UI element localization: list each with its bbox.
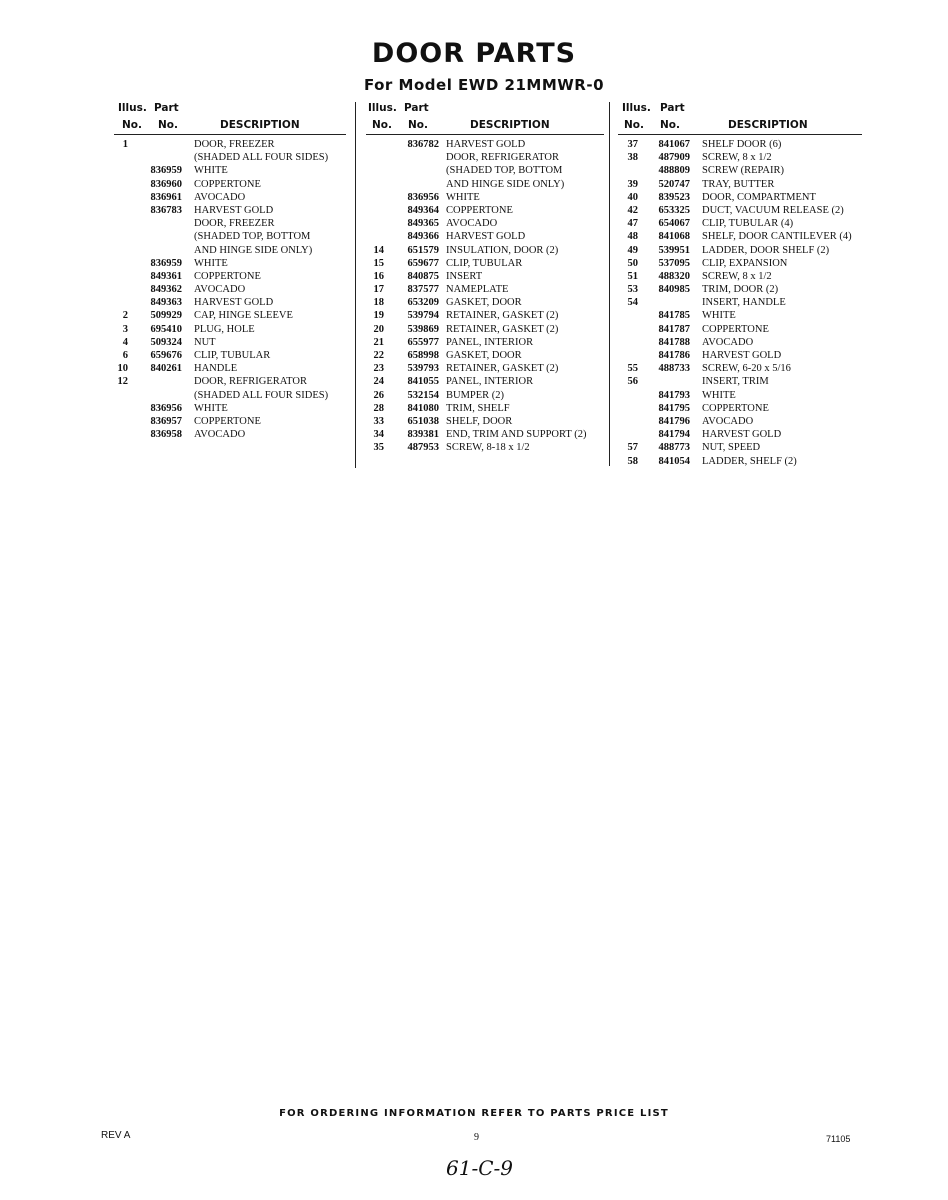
description-header: DESCRIPTION xyxy=(728,119,808,131)
parts-rows xyxy=(114,138,346,441)
part-description: INSULATION, DOOR (2) xyxy=(446,244,559,256)
model-subtitle: For Model EWD 21MMWR-0 xyxy=(363,76,605,94)
part-description: AVOCADO xyxy=(194,191,246,203)
table-row xyxy=(618,455,862,468)
illus-number: 48 xyxy=(627,231,638,243)
table-row xyxy=(618,441,862,454)
table-row xyxy=(366,375,604,388)
table-row xyxy=(114,164,346,177)
table-row xyxy=(366,151,604,164)
part-number: 487909 xyxy=(658,152,690,164)
part-number: 841787 xyxy=(658,323,690,335)
part-description: SCREW, 8 x 1/2 xyxy=(702,152,772,164)
table-row xyxy=(618,244,862,257)
table-row xyxy=(114,230,346,243)
table-row xyxy=(618,349,862,362)
part-number: 836958 xyxy=(150,429,182,441)
part-number: 487953 xyxy=(407,442,439,454)
part-description: SCREW, 8 x 1/2 xyxy=(702,270,772,282)
table-row xyxy=(114,336,346,349)
part-number: 849364 xyxy=(407,204,439,216)
parts-column-1 xyxy=(114,102,346,441)
table-row xyxy=(114,309,346,322)
part-description: WHITE xyxy=(446,191,480,203)
part-description: CLIP, EXPANSION xyxy=(702,257,788,269)
part-description: CLIP, TUBULAR xyxy=(194,350,271,361)
part-description: COPPERTONE xyxy=(446,204,513,216)
table-row xyxy=(114,257,346,270)
table-row xyxy=(366,270,604,283)
part-header: Part xyxy=(404,102,429,114)
part-number: 836960 xyxy=(150,178,182,190)
table-row xyxy=(618,217,862,230)
table-row xyxy=(114,389,346,402)
part-no-header: No. xyxy=(158,119,178,131)
table-row xyxy=(114,402,346,415)
part-header: Part xyxy=(154,102,179,114)
part-description: (SHADED TOP, BOTTOM xyxy=(446,165,563,177)
part-description: SCREW (REPAIR) xyxy=(702,165,784,177)
part-number: 539794 xyxy=(407,310,439,322)
part-description: CLIP, TUBULAR xyxy=(446,257,523,269)
table-row xyxy=(618,164,862,177)
table-row xyxy=(114,138,346,151)
part-description: WHITE xyxy=(194,402,228,414)
part-description: SHELF, DOOR CANTILEVER (4) xyxy=(702,231,852,243)
table-row xyxy=(618,283,862,296)
part-description: WHITE xyxy=(702,389,736,401)
table-row xyxy=(366,336,604,349)
illus-number: 57 xyxy=(627,442,638,454)
illus-number: 4 xyxy=(122,336,128,348)
column-header xyxy=(114,102,346,135)
part-number: 840261 xyxy=(150,363,182,375)
part-number: 849365 xyxy=(407,218,439,230)
part-number: 537095 xyxy=(658,257,690,269)
illus-no-header: No. xyxy=(372,119,392,131)
description-header: DESCRIPTION xyxy=(470,119,550,131)
part-number: 840875 xyxy=(407,270,439,282)
part-number: 837577 xyxy=(407,284,439,296)
part-number: 659677 xyxy=(407,257,439,269)
part-number: 651038 xyxy=(407,415,439,427)
illus-number: 23 xyxy=(373,363,384,375)
illus-number: 37 xyxy=(627,139,638,150)
illus-header: Illus. xyxy=(622,102,651,114)
table-row xyxy=(114,178,346,191)
table-row xyxy=(618,323,862,336)
table-row xyxy=(618,336,862,349)
table-row xyxy=(618,230,862,243)
part-description: GASKET, DOOR xyxy=(446,297,522,309)
illus-number: 35 xyxy=(373,442,384,454)
table-row xyxy=(366,402,604,415)
part-number: 532154 xyxy=(407,389,439,401)
illus-number: 58 xyxy=(627,455,638,467)
illus-number: 14 xyxy=(373,244,384,256)
part-description: LADDER, SHELF (2) xyxy=(702,455,797,467)
part-description: AVOCADO xyxy=(446,218,498,230)
table-row xyxy=(618,270,862,283)
table-row xyxy=(366,428,604,441)
part-description: AVOCADO xyxy=(194,429,246,441)
illus-header: Illus. xyxy=(118,102,147,114)
part-description: WHITE xyxy=(194,165,228,177)
column-header xyxy=(366,102,604,135)
table-row xyxy=(618,138,862,151)
table-row xyxy=(366,244,604,257)
table-row xyxy=(366,309,604,322)
part-number: 840985 xyxy=(658,284,690,296)
part-description: INSERT, TRIM xyxy=(702,376,769,388)
illus-number: 51 xyxy=(627,270,638,282)
table-row xyxy=(366,191,604,204)
part-description: (SHADED ALL FOUR SIDES) xyxy=(194,152,329,164)
part-description: HANDLE xyxy=(194,363,238,375)
part-number: 836959 xyxy=(150,257,182,269)
part-description: AND HINGE SIDE ONLY) xyxy=(446,178,565,190)
part-number: 849361 xyxy=(150,270,182,282)
part-description: COPPERTONE xyxy=(702,323,769,335)
illus-number: 22 xyxy=(373,350,384,361)
part-number: 695410 xyxy=(150,323,182,335)
part-number: 655977 xyxy=(407,336,439,348)
table-row xyxy=(114,362,346,375)
table-row xyxy=(618,428,862,441)
table-row xyxy=(114,244,346,257)
illus-number: 28 xyxy=(373,402,384,414)
table-row xyxy=(366,296,604,309)
illus-no-header: No. xyxy=(624,119,644,131)
part-number: 849363 xyxy=(150,297,182,309)
table-row xyxy=(618,362,862,375)
part-description: DOOR, REFRIGERATOR xyxy=(446,152,559,164)
part-description: SCREW, 8-18 x 1/2 xyxy=(446,442,530,454)
part-description: GASKET, DOOR xyxy=(446,350,522,361)
part-description: TRIM, SHELF xyxy=(446,402,510,414)
table-row xyxy=(366,283,604,296)
part-description: BUMPER (2) xyxy=(446,389,505,401)
part-description: (SHADED ALL FOUR SIDES) xyxy=(194,389,329,401)
part-number: 836783 xyxy=(150,204,182,216)
table-row xyxy=(366,164,604,177)
column-header xyxy=(618,102,862,135)
part-description: RETAINER, GASKET (2) xyxy=(446,310,559,322)
part-description: HARVEST GOLD xyxy=(446,231,526,243)
part-number: 509929 xyxy=(150,310,182,322)
handwritten-note: 61-C-9 xyxy=(446,1156,513,1180)
illus-number: 17 xyxy=(373,284,384,296)
table-row xyxy=(366,230,604,243)
table-row xyxy=(618,415,862,428)
part-description: DOOR, COMPARTMENT xyxy=(702,191,816,203)
table-row xyxy=(618,389,862,402)
table-row xyxy=(366,415,604,428)
illus-number: 20 xyxy=(373,323,384,335)
part-description: COPPERTONE xyxy=(194,270,261,282)
parts-rows xyxy=(366,138,604,455)
part-number: 841794 xyxy=(658,429,690,441)
part-number: 841068 xyxy=(658,231,690,243)
part-description: PANEL, INTERIOR xyxy=(446,336,534,348)
table-row xyxy=(618,309,862,322)
table-row xyxy=(618,257,862,270)
part-number: 841785 xyxy=(658,310,690,322)
part-description: HARVEST GOLD xyxy=(194,297,274,309)
part-number: 653325 xyxy=(658,204,690,216)
part-number: 841796 xyxy=(658,415,690,427)
part-number: 841793 xyxy=(658,389,690,401)
description-header: DESCRIPTION xyxy=(220,119,300,131)
illus-header: Illus. xyxy=(368,102,397,114)
part-description: NUT xyxy=(194,336,216,348)
page-title: DOOR PARTS xyxy=(371,38,577,69)
table-row xyxy=(366,389,604,402)
illus-number: 40 xyxy=(627,191,638,203)
parts-rows xyxy=(618,138,862,468)
part-description: PLUG, HOLE xyxy=(194,323,255,335)
part-description: CLIP, TUBULAR (4) xyxy=(702,218,794,230)
revision-label: REV A xyxy=(101,1130,131,1141)
table-row xyxy=(114,270,346,283)
part-number: 841795 xyxy=(658,402,690,414)
part-number: 836961 xyxy=(150,191,182,203)
part-description: DOOR, FREEZER xyxy=(194,139,275,150)
illus-number: 50 xyxy=(627,257,638,269)
part-description: (SHADED TOP, BOTTOM xyxy=(194,231,311,243)
part-description: RETAINER, GASKET (2) xyxy=(446,363,559,375)
part-description: WHITE xyxy=(702,310,736,322)
part-no-header: No. xyxy=(660,119,680,131)
part-no-header: No. xyxy=(408,119,428,131)
table-row xyxy=(114,204,346,217)
part-number: 520747 xyxy=(658,178,690,190)
part-number: 488809 xyxy=(658,165,690,177)
illus-number: 39 xyxy=(627,178,638,190)
illus-number: 6 xyxy=(122,350,128,361)
part-description: WHITE xyxy=(194,257,228,269)
part-number: 841788 xyxy=(658,336,690,348)
table-row xyxy=(618,375,862,388)
table-row xyxy=(366,441,604,454)
table-row xyxy=(114,151,346,164)
part-description: TRAY, BUTTER xyxy=(702,178,775,190)
table-row xyxy=(618,191,862,204)
part-description: COPPERTONE xyxy=(194,415,261,427)
illus-number: 3 xyxy=(122,323,128,335)
illus-number: 26 xyxy=(373,389,384,401)
part-description: NUT, SPEED xyxy=(702,442,761,454)
part-number: 651579 xyxy=(407,244,439,256)
part-number: 658998 xyxy=(407,350,439,361)
part-description: HARVEST GOLD xyxy=(702,350,782,361)
part-description: HARVEST GOLD xyxy=(702,429,782,441)
document-number: 71105 xyxy=(826,1134,851,1144)
table-row xyxy=(114,283,346,296)
table-row xyxy=(114,191,346,204)
part-description: RETAINER, GASKET (2) xyxy=(446,323,559,335)
part-number: 653209 xyxy=(407,297,439,309)
illus-number: 15 xyxy=(373,257,384,269)
part-description: SHELF DOOR (6) xyxy=(702,139,782,150)
table-row xyxy=(366,217,604,230)
illus-number: 12 xyxy=(117,376,128,388)
part-description: AND HINGE SIDE ONLY) xyxy=(194,244,313,256)
illus-no-header: No. xyxy=(122,119,142,131)
table-row xyxy=(618,296,862,309)
table-row xyxy=(366,323,604,336)
illus-number: 33 xyxy=(373,415,384,427)
part-number: 539869 xyxy=(407,323,439,335)
part-number: 836959 xyxy=(150,165,182,177)
page-number: 9 xyxy=(474,1132,479,1143)
part-number: 841080 xyxy=(407,402,439,414)
illus-number: 24 xyxy=(373,376,384,388)
part-description: PANEL, INTERIOR xyxy=(446,376,534,388)
part-description: COPPERTONE xyxy=(702,402,769,414)
illus-number: 18 xyxy=(373,297,384,309)
illus-number: 16 xyxy=(373,270,384,282)
part-number: 488773 xyxy=(658,442,690,454)
part-number: 849366 xyxy=(407,231,439,243)
table-row xyxy=(114,428,346,441)
part-description: AVOCADO xyxy=(702,415,754,427)
part-number: 509324 xyxy=(150,336,182,348)
table-row xyxy=(366,257,604,270)
part-number: 841054 xyxy=(658,455,690,467)
table-row xyxy=(366,349,604,362)
part-number: 488733 xyxy=(658,363,690,375)
illus-number: 54 xyxy=(627,297,638,309)
illus-number: 42 xyxy=(627,204,638,216)
part-description: DOOR, FREEZER xyxy=(194,218,275,230)
illus-number: 53 xyxy=(627,284,638,296)
part-description: COPPERTONE xyxy=(194,178,261,190)
part-number: 836956 xyxy=(407,191,439,203)
table-row xyxy=(618,151,862,164)
illus-number: 10 xyxy=(117,363,128,375)
column-divider xyxy=(355,102,356,468)
part-number: 841067 xyxy=(658,139,690,150)
part-number: 839523 xyxy=(658,191,690,203)
parts-column-3 xyxy=(618,102,862,468)
part-description: SCREW, 6-20 x 5/16 xyxy=(702,363,791,375)
part-number: 659676 xyxy=(150,350,182,361)
illus-number: 47 xyxy=(627,218,638,230)
table-row xyxy=(618,402,862,415)
part-description: LADDER, DOOR SHELF (2) xyxy=(702,244,830,256)
part-number: 836957 xyxy=(150,415,182,427)
part-description: SHELF, DOOR xyxy=(446,415,513,427)
part-description: HARVEST GOLD xyxy=(194,204,274,216)
illus-number: 49 xyxy=(627,244,638,256)
table-row xyxy=(618,204,862,217)
part-description: DOOR, REFRIGERATOR xyxy=(194,376,307,388)
part-number: 836956 xyxy=(150,402,182,414)
table-row xyxy=(366,362,604,375)
table-row xyxy=(366,138,604,151)
part-header: Part xyxy=(660,102,685,114)
part-description: NAMEPLATE xyxy=(446,284,509,296)
part-description: HARVEST GOLD xyxy=(446,139,526,150)
part-description: END, TRIM AND SUPPORT (2) xyxy=(446,429,587,441)
part-description: INSERT xyxy=(446,270,483,282)
illus-number: 34 xyxy=(373,429,384,441)
part-number: 841055 xyxy=(407,376,439,388)
part-number: 839381 xyxy=(407,429,439,441)
table-row xyxy=(618,178,862,191)
table-row xyxy=(114,415,346,428)
parts-column-2 xyxy=(366,102,604,455)
part-number: 654067 xyxy=(658,218,690,230)
illus-number: 1 xyxy=(122,139,128,150)
part-number: 841786 xyxy=(658,350,690,361)
illus-number: 21 xyxy=(373,336,384,348)
part-description: AVOCADO xyxy=(194,284,246,296)
part-number: 539793 xyxy=(407,363,439,375)
part-description: INSERT, HANDLE xyxy=(702,297,786,309)
column-divider xyxy=(609,102,610,466)
table-row xyxy=(114,375,346,388)
illus-number: 2 xyxy=(122,310,128,322)
table-row xyxy=(366,204,604,217)
part-number: 836782 xyxy=(407,139,439,150)
table-row xyxy=(366,178,604,191)
part-description: AVOCADO xyxy=(702,336,754,348)
ordering-note: FOR ORDERING INFORMATION REFER TO PARTS PRICE LIST xyxy=(279,1108,669,1119)
part-number: 539951 xyxy=(658,244,690,256)
table-row xyxy=(114,217,346,230)
illus-number: 56 xyxy=(627,376,638,388)
illus-number: 38 xyxy=(627,152,638,164)
illus-number: 55 xyxy=(627,363,638,375)
part-description: CAP, HINGE SLEEVE xyxy=(194,310,293,322)
table-row xyxy=(114,349,346,362)
illus-number: 19 xyxy=(373,310,384,322)
table-row xyxy=(114,323,346,336)
table-row xyxy=(114,296,346,309)
part-number: 849362 xyxy=(150,284,182,296)
part-description: TRIM, DOOR (2) xyxy=(702,284,779,296)
part-number: 488320 xyxy=(658,270,690,282)
part-description: DUCT, VACUUM RELEASE (2) xyxy=(702,204,844,216)
